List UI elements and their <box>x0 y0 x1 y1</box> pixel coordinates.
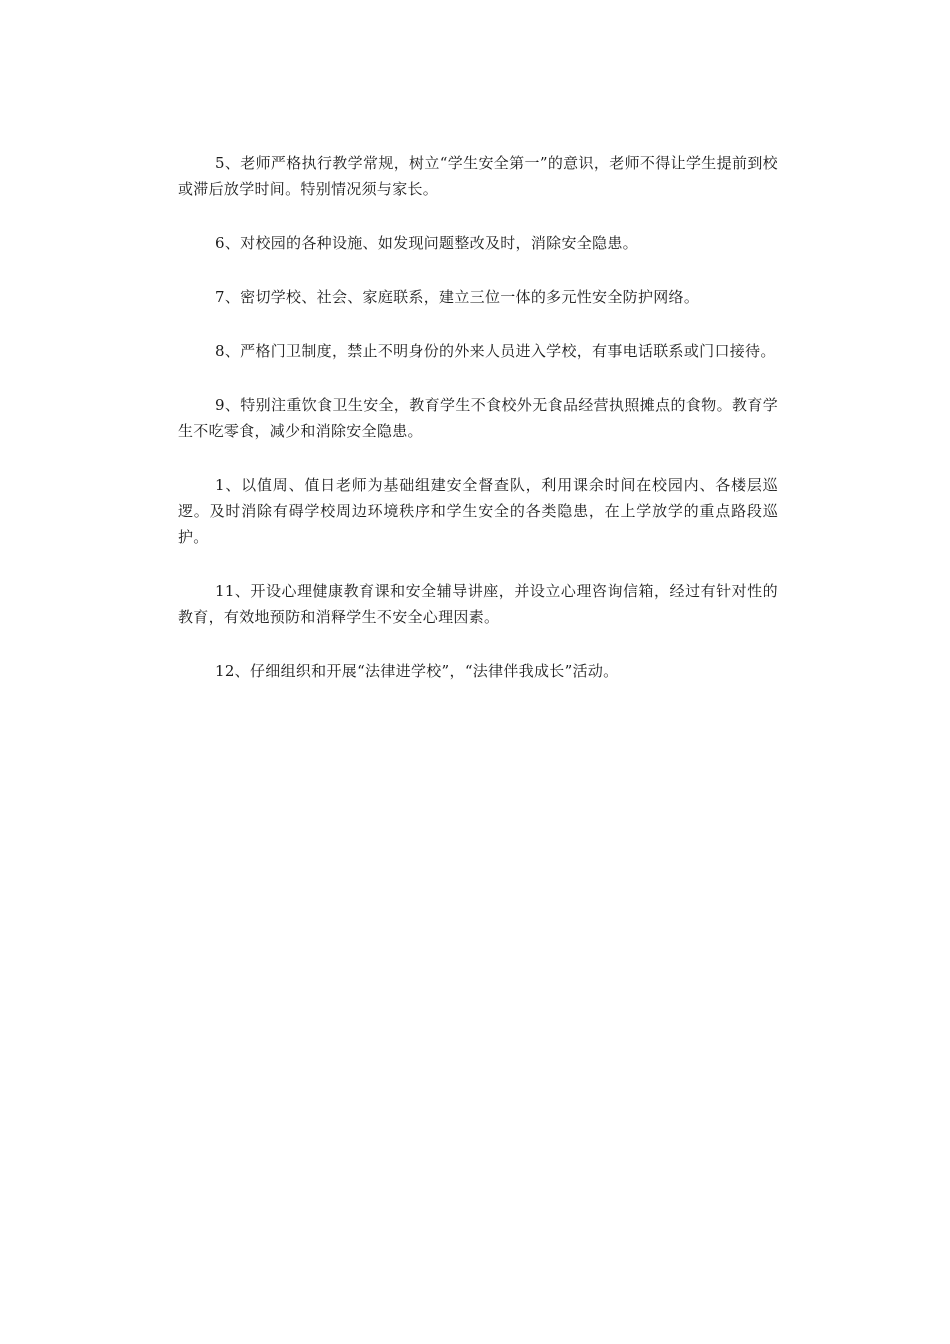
document-page <box>178 150 778 712</box>
paragraph-item-12: 12、仔细组织和开展“法律进学校”，“法律伴我成长”活动。 <box>215 662 619 680</box>
paragraph-item-10: 1、以值周、值日老师为基础组建安全督查队，利用课余时间在校园内、各楼层巡逻。及时消除有碍学校周边环境秩序和学生安全的各类隐患，在上学放学的重点路段巡护。 <box>178 476 778 546</box>
paragraph-item-11: 11、开设心理健康教育课和安全辅导讲座，并设立心理咨询信箱，经过有针对性的教育，有效地预防和消释学生不安全心理因素。 <box>178 582 778 626</box>
paragraph-item-6: 6、对校园的各种设施、如发现问题整改及时，消除安全隐患。 <box>215 234 638 252</box>
paragraph-item-8: 8、严格门卫制度，禁止不明身份的外来人员进入学校，有事电话联系或门口接待。 <box>215 342 776 360</box>
paragraph-item-5: 5、老师严格执行教学常规，树立“学生安全第一”的意识，老师不得让学生提前到校或滞后放学时间。特别情况须与家长。 <box>178 154 778 198</box>
paragraph-item-9: 9、特别注重饮食卫生安全，教育学生不食校外无食品经营执照摊点的食物。教育学生不吃零食，减少和消除安全隐患。 <box>178 396 778 440</box>
paragraph-item-7: 7、密切学校、社会、家庭联系，建立三位一体的多元性安全防护网络。 <box>215 288 700 306</box>
